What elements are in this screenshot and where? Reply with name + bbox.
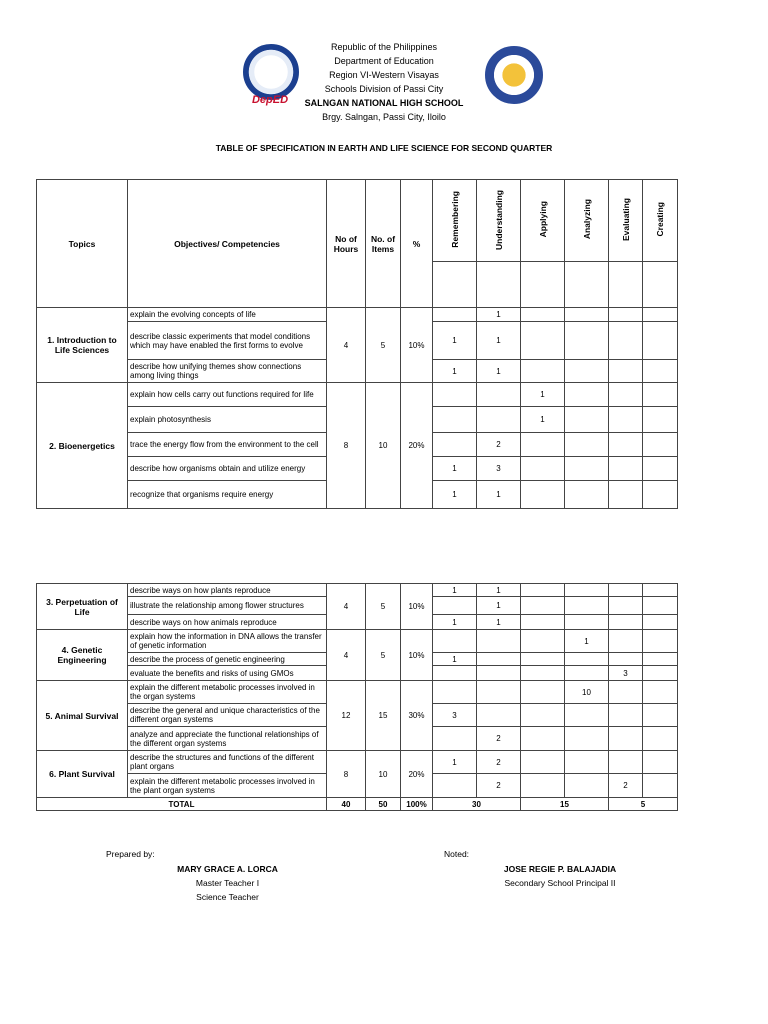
school-address: Brgy. Salngan, Passi City, Iloilo [322, 112, 446, 122]
level-cell [609, 727, 643, 751]
topic-cell: 5. Animal Survival [37, 681, 128, 751]
level-cell [609, 360, 643, 383]
level-cell: 3 [609, 666, 643, 681]
level-cell [609, 615, 643, 630]
level-cell [643, 653, 678, 666]
col-percent: % [401, 180, 433, 308]
level-cell [521, 308, 565, 322]
hours-cell: 8 [327, 383, 366, 509]
prepared-name: MARY GRACE A. LORCA [177, 864, 278, 874]
items-cell: 5 [366, 630, 401, 681]
table-row [37, 630, 678, 653]
level-cell [565, 653, 609, 666]
level-cell [609, 681, 643, 704]
level-cell: 1 [433, 615, 477, 630]
table-row [37, 751, 678, 774]
table-row [37, 681, 678, 704]
level-cell: 1 [433, 584, 477, 597]
objective-cell: explain the evolving concepts of life [128, 308, 327, 322]
level-cell [643, 481, 678, 509]
level-cell [565, 457, 609, 481]
level-cell [643, 433, 678, 457]
topic-cell: 3. Perpetuation of Life [37, 584, 128, 630]
noted-name: JOSE REGIE P. BALAJADIA [503, 864, 617, 874]
level-cell [643, 666, 678, 681]
hours-cell: 8 [327, 751, 366, 798]
table-row [37, 308, 678, 322]
objective-cell: explain photosynthesis [128, 407, 327, 433]
objective-cell: describe how unifying themes show connections among living things [128, 360, 327, 383]
level-cell [609, 481, 643, 509]
level-cell [609, 653, 643, 666]
header-line1: Republic of the Philippines [330, 42, 438, 52]
level-cell [643, 360, 678, 383]
objective-cell: describe ways on how animals reproduce [128, 615, 327, 630]
level-cell [521, 704, 565, 727]
level-cell [477, 704, 521, 727]
col-creating: Creating [643, 180, 678, 262]
level-cell [565, 666, 609, 681]
level-cell [565, 360, 609, 383]
level-cell: 1 [433, 751, 477, 774]
hours-cell: 4 [327, 630, 366, 681]
level-cell: 2 [477, 433, 521, 457]
level-cell [565, 774, 609, 798]
header-line4: Schools Division of Passi City [324, 84, 444, 94]
level-cell: 1 [477, 615, 521, 630]
col-objectives: Objectives/ Competencies [128, 180, 327, 308]
objective-cell: explain the different metabolic processes involved in the organ systems [128, 681, 327, 704]
hours-cell: 4 [327, 584, 366, 630]
level-cell: 1 [433, 322, 477, 360]
col-remembering: Remembering [433, 180, 477, 262]
total-row [37, 798, 678, 811]
objective-cell: explain the different metabolic processes involved in the plant organ systems [128, 774, 327, 798]
level-cell [565, 704, 609, 727]
level-cell [565, 597, 609, 615]
hours-cell: 12 [327, 681, 366, 751]
percent-cell: 10% [401, 630, 433, 681]
objective-cell: describe the structures and functions of the different plant organs [128, 751, 327, 774]
prepared-title2: Science Teacher [196, 892, 259, 902]
level-cell [565, 308, 609, 322]
level-cell [643, 407, 678, 433]
level-cell: 1 [565, 630, 609, 653]
objective-cell: recognize that organisms require energy [128, 481, 327, 509]
level-cell [643, 704, 678, 727]
level-cell [609, 308, 643, 322]
level-cell [521, 751, 565, 774]
percent-cell: 30% [401, 681, 433, 751]
level-cell [477, 666, 521, 681]
level-cell [477, 383, 521, 407]
level-cell [433, 666, 477, 681]
prepared-label: Prepared by: [106, 849, 155, 859]
level-cell [433, 433, 477, 457]
objective-cell: describe how organisms obtain and utilize energy [128, 457, 327, 481]
level-cell [609, 751, 643, 774]
objective-cell: analyze and appreciate the functional relationships of the different organ systems [128, 727, 327, 751]
level-cell [521, 584, 565, 597]
total-items: 50 [366, 798, 401, 811]
level-cell [643, 630, 678, 653]
objective-cell: describe the process of genetic engineering [128, 653, 327, 666]
total-evaluating-creating: 5 [609, 798, 678, 811]
header-line2: Department of Education [334, 56, 434, 66]
level-cell [565, 407, 609, 433]
level-cell [477, 407, 521, 433]
level-cell: 1 [521, 383, 565, 407]
level-cell [643, 308, 678, 322]
total-percent: 100% [401, 798, 433, 811]
school-name: SALNGAN NATIONAL HIGH SCHOOL [304, 98, 464, 108]
col-topics: Topics [37, 180, 128, 308]
noted-label: Noted: [444, 849, 470, 859]
level-cell: 10 [565, 681, 609, 704]
objective-cell: describe the general and unique characteristics of the different organ systems [128, 704, 327, 727]
level-cell [521, 727, 565, 751]
level-cell [433, 630, 477, 653]
level-cell [433, 308, 477, 322]
page-title: TABLE OF SPECIFICATION IN EARTH AND LIFE SCIENCE FOR SECOND QUARTER [215, 143, 553, 153]
level-cell [477, 653, 521, 666]
table-row [37, 584, 678, 597]
level-cell [609, 584, 643, 597]
level-cell: 1 [477, 584, 521, 597]
topic-cell: 4. Genetic Engineering [37, 630, 128, 681]
level-cell [521, 774, 565, 798]
level-cell [643, 322, 678, 360]
level-cell [521, 360, 565, 383]
level-cell [565, 727, 609, 751]
specification-table-part1 [36, 179, 678, 509]
level-cell [521, 681, 565, 704]
percent-cell: 10% [401, 584, 433, 630]
items-cell: 5 [366, 584, 401, 630]
level-cell: 1 [477, 597, 521, 615]
prepared-signature [140, 862, 315, 904]
col-applying: Applying [521, 180, 565, 262]
level-cell [521, 597, 565, 615]
level-cell [565, 751, 609, 774]
level-cell [565, 322, 609, 360]
specification-table-part2 [36, 583, 678, 811]
noted-signature [470, 862, 650, 890]
objective-cell: explain how the information in DNA allows the transfer of genetic information [128, 630, 327, 653]
items-cell: 10 [366, 751, 401, 798]
prepared-title1: Master Teacher I [195, 878, 260, 888]
level-cell [609, 322, 643, 360]
header-line3: Region VI-Western Visayas [329, 70, 439, 80]
level-cell [609, 704, 643, 727]
level-cell [565, 615, 609, 630]
topic-cell: 6. Plant Survival [37, 751, 128, 798]
items-cell: 5 [366, 308, 401, 383]
col-items: No. of Items [366, 180, 401, 308]
level-cell [643, 383, 678, 407]
items-cell: 10 [366, 383, 401, 509]
level-cell [477, 630, 521, 653]
level-cell [643, 681, 678, 704]
level-cell [433, 597, 477, 615]
objective-cell: describe classic experiments that model conditions which may have enabled the first forms to evolve [128, 322, 327, 360]
total-remembering-understanding: 30 [433, 798, 521, 811]
level-cell: 1 [477, 322, 521, 360]
level-cell: 2 [477, 774, 521, 798]
level-cell [521, 630, 565, 653]
total-applying-analyzing: 15 [521, 798, 609, 811]
objective-cell: explain how cells carry out functions required for life [128, 383, 327, 407]
level-cell [477, 681, 521, 704]
col-analyzing: Analyzing [565, 180, 609, 262]
level-cell [433, 774, 477, 798]
level-cell [643, 774, 678, 798]
level-cell [565, 481, 609, 509]
percent-cell: 10% [401, 308, 433, 383]
level-cell [609, 630, 643, 653]
level-cell: 1 [433, 653, 477, 666]
level-cell [643, 615, 678, 630]
level-cell [643, 751, 678, 774]
level-cell: 1 [477, 360, 521, 383]
percent-cell: 20% [401, 751, 433, 798]
level-cell: 3 [477, 457, 521, 481]
total-hours: 40 [327, 798, 366, 811]
level-cell [521, 666, 565, 681]
objective-cell: describe ways on how plants reproduce [128, 584, 327, 597]
level-cell [643, 597, 678, 615]
level-cell: 1 [477, 308, 521, 322]
level-cell [609, 457, 643, 481]
level-cell [521, 322, 565, 360]
level-cell [521, 653, 565, 666]
total-label: TOTAL [37, 798, 327, 811]
level-cell [521, 615, 565, 630]
level-cell [433, 383, 477, 407]
level-cell [433, 727, 477, 751]
level-cell [433, 407, 477, 433]
level-cell [565, 584, 609, 597]
level-cell [643, 584, 678, 597]
objective-cell: trace the energy flow from the environment to the cell [128, 433, 327, 457]
level-cell: 3 [433, 704, 477, 727]
level-cell [609, 407, 643, 433]
col-evaluating: Evaluating [609, 180, 643, 262]
table-row [37, 383, 678, 407]
level-cell [609, 383, 643, 407]
hours-cell: 4 [327, 308, 366, 383]
level-cell [521, 433, 565, 457]
level-cell: 2 [609, 774, 643, 798]
level-cell: 1 [433, 481, 477, 509]
level-cell [609, 433, 643, 457]
level-cell [643, 727, 678, 751]
level-cell [433, 681, 477, 704]
level-cell: 2 [477, 727, 521, 751]
level-cell [643, 457, 678, 481]
level-cell [521, 457, 565, 481]
topic-cell: 2. Bioenergetics [37, 383, 128, 509]
deped-logo: DepED [251, 94, 289, 106]
header-block [0, 40, 768, 124]
percent-cell: 20% [401, 383, 433, 509]
level-cell [609, 597, 643, 615]
topic-cell: 1. Introduction to Life Sciences [37, 308, 128, 383]
level-cell: 1 [433, 360, 477, 383]
level-cell: 1 [433, 457, 477, 481]
objective-cell: illustrate the relationship among flower structures [128, 597, 327, 615]
level-cell: 1 [521, 407, 565, 433]
level-cell [565, 383, 609, 407]
level-cell: 1 [477, 481, 521, 509]
objective-cell: evaluate the benefits and risks of using GMOs [128, 666, 327, 681]
level-cell [565, 433, 609, 457]
items-cell: 15 [366, 681, 401, 751]
col-hours: No of Hours [327, 180, 366, 308]
level-cell: 2 [477, 751, 521, 774]
noted-title: Secondary School Principal II [504, 878, 616, 888]
col-understanding: Understanding [477, 180, 521, 262]
level-cell [521, 481, 565, 509]
